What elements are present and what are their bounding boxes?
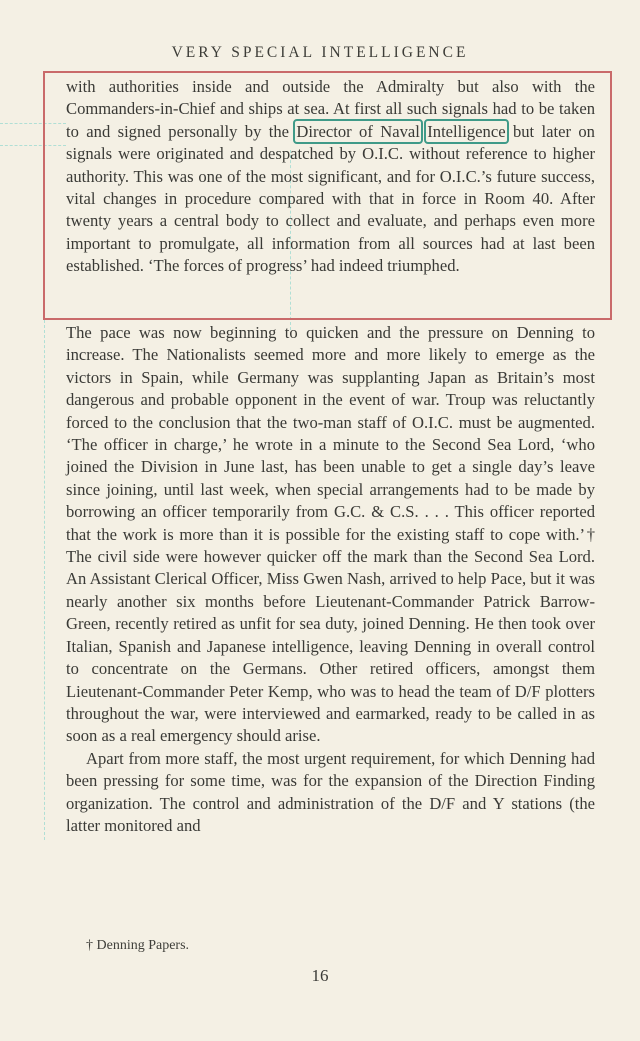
running-head: VERY SPECIAL INTELLIGENCE — [171, 44, 469, 61]
highlighted-phrase[interactable]: Intelligence — [427, 121, 506, 141]
footnote: † Denning Papers. — [86, 938, 190, 953]
guide-line — [0, 145, 66, 146]
selected-text-block — [66, 76, 595, 278]
highlighted-phrase[interactable]: Director of Naval — [296, 121, 420, 141]
paragraph: The pace was now beginning to quicken and the pressure on Denning to increase. The Nationalists seemed more and more likely to emerge as the victors in Spain, while Germany was supplanting Japan as Britain’s most dangerous and probable opponent in the event of war. Troup was reluctantly forced to the conclusion that the two-man staff of O.I.C. must be augmented. ‘The officer in charge,’ he wrote in a minute to the Second Sea Lord, ‘who joined the Division in June last, has been unable to get a single day’s leave since joining, until last week, when special arrangements had to be made by borrowing an officer temporarily from G.C. & C.S. . . . This officer reported that the work is more than it is possible for the existing staff to cope with.’† The civil side were however quicker off the mark than the Second Sea Lord. An Assistant Clerical Officer, Miss Gwen Nash, arrived to help Pace, but it was nearly another six months before Lieutenant-Commander Patrick Barrow-Green, recently retired as unfit for sea duty, joined Denning. He then took over Italian, Spanish and Japanese intelligence, leaving Denning in overall control to concentrate on the Germans. Other retired officers, amongst them Lieutenant-Commander Peter Kemp, who was to head the team of D/F plotters throughout the war, were interviewed and earmarked, ready to be called in as soon as a real emergency should arise. — [66, 323, 595, 746]
text-run: with authorities inside and outside the Admiralty but also with the Commanders-in-Chief and ships at sea. At first all such signals had to be taken to and signed personally by the — [66, 77, 595, 141]
text-run: but later on signals were originated and despatched by O.I.C. without reference to higher authority. This was one of the most significant, and for O.I.C.’s future success, vital changes in procedure compared with that in force in Room 40. After twenty years a central body to collect and evaluate, and perhaps even more important to promulgate, all information from all sources had at last been established. ‘The forces of progress’ had indeed triumphed. — [66, 121, 595, 276]
paragraph — [66, 76, 595, 278]
body-text — [66, 322, 595, 837]
page-number: 16 — [311, 966, 329, 985]
guide-line — [44, 320, 45, 840]
paragraph: Apart from more staff, the most urgent requirement, for which Denning had been pressing for some time, was for the expansion of the Direction Finding organization. The control and administration of the D/F and Y stations (the latter monitored and — [66, 748, 595, 835]
guide-line — [0, 123, 66, 124]
